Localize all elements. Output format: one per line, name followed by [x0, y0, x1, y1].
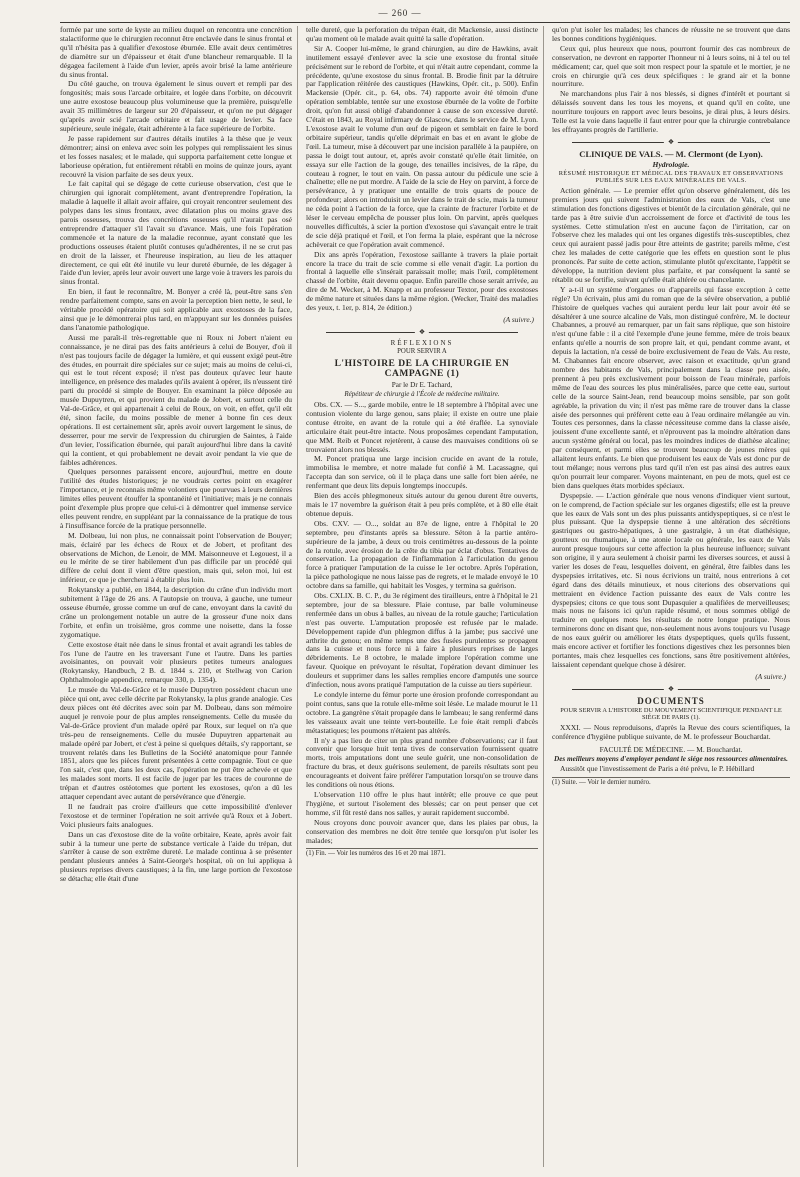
paragraph: qu'on p'ut isoler les malades; les chances de réussite ne se trouvent que dans les bonnes conditions hygiéniques. [552, 26, 790, 43]
clinique-subtitle: Hydrologie. [652, 159, 690, 169]
column-2 [306, 26, 544, 1167]
paragraph: En bien, il faut le reconnaître, M. Bonyer a créé là, peut-être sans s'en rendre parfaitement compte, sans en avoir la perception bien nette, le seul, le véritable procédé opératoire qui soit applicable aux exostoses de la face, ainsi que je le démontrerai plus tard, en m'appuyant sur les données puisées dans l'anatomie pathologique. [60, 287, 292, 332]
page-number: — 260 — [378, 8, 422, 18]
section-subkicker: POUR SERVIR A [397, 348, 447, 355]
paragraph: L'observation 110 offre le plus haut intérêt; elle prouve ce que peut l'hygiène, et surtout l'isolement des blessés; car on peut penser que cet homme, s'il fût resté dans nos salles, y aurait rapidement succombé. [306, 789, 538, 817]
to-be-continued: (A suivre.) [503, 315, 534, 324]
section-divider [572, 138, 770, 146]
byline-affiliation: Répétiteur de chirurgie à l'École de médecine militaire. [344, 390, 500, 398]
paragraph: Du côté gauche, on trouva également le sinus ouvert et rempli par des fongosités; mais sous l'arcade orbitaire, et logée dans l'orbite, on découvrit une autre exostose beaucoup plus volumineuse que la première, puisqu'elle avait 35 millimètres de largeur sur 20 d'épaisseur, et qu'on ne put dégager qu'après avoir scié l'arcade orbitaire et fait usage de levier. Sa face supérieure, seule inégale, était adhérente à la face supérieure de l'orbite. [60, 79, 292, 133]
paragraph: Ceux qui, plus heureux que nous, pourront fournir des cas nombreux de conservation, ne devront en rapporter l'honneur ni à leurs soins, ni à tel ou tel médicament; car, quel que soit mon respect pour la spatule et le mortier, je ne crois en chirurgie qu'à ces deux spécifiques : le grand air et la bonne nourriture. [552, 43, 790, 89]
paragraph: M. Dolbeau, lui non plus, ne connaissait point l'observation de Bouyer; mais, éclairé par les échecs de Roux et de Jobert, et profitant des observations de Michon, de Lenoir, de MM. Maisonneuve et Legouest, il a eu le mérite de se tirer habilement d'un pas difficile par un procédé qui diffère de celui dont il vient d'être question, mais qui, selon moi, lui est inférieur, ce que je chercherai à établir plus loin. [60, 530, 292, 585]
paragraph: Y a-t-il un système d'organes ou d'appareils qui fasse exception à cette règle? Un écrivain, plus ami du roman que de la sévère observation, a publié l'histoire de quelques vaches qui auraient perdu leur lait pour avoir été se désaltérer à une source alcaline de Vals, mon distingué confrère, M. le docteur Chabannes, a prouvé au remarquer, par un fait sans réplique, que son histoire n'est qu'une fable : il a cité l'exemple d'une jeune femme, mère de trois beaux enfants qu'elle a nourris de son propre lait, et qui, pendant comme avant, et depuis la lactation, n'a cessé de boire exclusivement de l'eau de Vals. Au reste, M. Chabannes fait encore observer, avec raison et exactitude, qu'un grand nombre des habitants de Vals, principalement dans la classe peu aisée, prennent à peu près exclusivement pour boisson de l'eau minérale, parfois même de l'eau des sources les plus minéralisées, parce que cette eau, surtout celle de la source Saint-Jean, rend beaucoup moins sensible, par son goût agréable, la privation du vin; il n'est pas même rare de trouver dans la classe aisée des personnes qui préfèrent cette eau à l'eau ordinaire mélangée au vin. Toutes ces personnes, dans la classe nécessiteuse comme dans la classe aisée, jouissent d'une excellente santé, et n'éprouvent pas la moindre altération dans aucun système général ou local, pas les moindres indices de diathèse alcaline; par conséquent, et parmi elles se trouvent beaucoup de jeunes mères qui allaitent leurs enfants. Le bien que produisent les eaux de Vals est donc pur de tout mélange; nous verrons plus tard qu'il n'en est pas ainsi des autres eaux qu'on pourrait leur comparer. Voyons maintenant, en peu de mots, quel est ce bien dans quelques états morbides spéciaux. [552, 284, 790, 490]
paragraph: Dyspepsie. — L'action générale que nous venons d'indiquer vient surtout, on le comprend, de l'action spéciale sur les organes digestifs; elle est la preuve que les eaux de Vals sont un des plus puissants antidyspeptiques, si ce n'est le plus puissant. Que la dyspepsie tienne à une altération des sécrétions gastriques ou gastro-hépatiques, à une gastralgie, à un état diathésique, goutteux ou rhumatique, à une atonie locale ou générale, les eaux de Vals auront presque toujours sur cette affection la plus heureuse influence; suivant son origine, il y aura seulement à choisir parmi les diverses sources, et aussi à varier les doses de l'eau, lesquelles doivent, en général, être faibles dans les dyspepsies irritatives, etc. Si nous écrivions un traité, nous entrerions à cet égard dans des détails minutieux, et nous citerions des observations qui mettraient en évidence l'action puissante des eaux de Vals contre les dyspepsies; citons ce que tous sont Dupasquier a qualifiées de merveilleuses; mais nous ne faisons ici qu'un rapide résumé, et nous sommes obligé de traduire en quelques mots les résultats de notre longue pratique. Nous terminerons donc en disant que, non-seulement nous avons toujours vu l'usage de nos eaux guérir ou améliorer les états dyspeptiques, quels qu'ils fussent, mais encore activer et fortifier les fonctions digestives chez les personnes bien portantes, mais chez lesquelles ces fonctions, sans être positivement altérées, laissaient cependant quelque chose à désirer. [552, 490, 790, 669]
section-kicker: RÉFLEXIONS [390, 339, 454, 347]
top-rule [60, 22, 790, 23]
ornament-icon: ❖ [664, 685, 678, 693]
article-title: L'HISTOIRE DE LA CHIRURGIE EN CAMPAGNE (1) [334, 359, 510, 379]
paragraph: Obs. CX. — S..., garde mobile, entre le 18 septembre à l'hôpital avec une contusion violente du large genou, sans plaie; il existe en outre une plaie contuse étroite, en avant de la rotule qui a été éraflée. La synoviale articulaire était peut-être intacte. Nous proposâmes cependant l'amputation, que MM. Reib et Poncet rejetèrent, à cause des mauvaises conditions où se trouvaient alors nos blessés. [306, 400, 538, 454]
paragraph: Aussitôt que l'investissement de Paris a été prévu, le P. Hébillard [560, 763, 755, 773]
byline: Par le Dr E. Tachard, [391, 381, 453, 389]
paragraph: Obs. CXV. — O..., soldat au 87e de ligne, entre à l'hôpital le 20 septembre, peu d'instants après sa blessure. Séton à la partie antéro-supérieure de la jambe, à deux ou trois centimètres au-dessous de la pointe de la rotule, avec érosion de la crête du tibia par éclat d'obus. Tentatives de conservation. La propagation de l'inflammation à l'articulation du genou force à pratiquer l'amputation de la cuisse le 1er octobre. Après l'opération, la pièce pathologique ne nous laisse pas de regrets, et le malade envoyé le 10 octobre dans sa famille, qui habitait les Vosges, y termina sa guérison. [306, 518, 538, 591]
columns [60, 26, 790, 1167]
paragraph: Le fait capital qui se dégage de cette curieuse observation, c'est que le chirurgien qui ignorait complètement, avant d'entreprendre l'opération, la maladie à laquelle il allait avoir affaire, qui croyait rencontrer seulement des polypes dans les sinus frontaux, avec dilatation plus ou moins grave des parois osseuses, trouva des concrétions osseuses qu'il n'aurait pas osé entreprendre d'attaquer s'il l'avait su d'avance. Mais, une fois l'opération commencée et la nature de la maladie reconnue, ayant constaté que les productions osseuses étaient plutôt contuses qu'adhérentes, il ne se crut pas en droit de la laisser, et l'heureuse inspiration, au lieu de les attaquer directement, ce qui eût été inutile vu leur dureté éburnée, de les dégager à l'aide d'un levier, après leur avoir ouvert une large voie à travers les parois du sinus frontal. [60, 179, 292, 287]
paragraph: Rokytansky a publié, en 1844, la description du crâne d'un individu mort subitement à l'âge de 26 ans. A l'autopsie on trouva, à gauche, une tumeur osseuse éburnée, grosse comme un œuf de cane, envoyant dans la cavité du crâne un prolongement notable un autre de la grosseur d'une noix dans l'orbite, et enfin un troisième, gros comme une noisette, dans la fosse zygomatique. [60, 585, 292, 639]
paragraph: Il n'y a pas lieu de citer un plus grand nombre d'observations; car il faut convenir que lorsque huit tenta tives de conservation fournissent quatre morts, trois amputations dont une seule guérit, une non-consolidation de fracture du bras, et deux guérisons seulement, de pareils résultats sont peu encourageants et doivent faire préférer l'amputation lorsqu'on se trouve dans les conditions où nous étions. [306, 735, 538, 790]
paragraph: Il ne faudrait pas croire d'ailleurs que cette impossibilité d'enlever l'exostose et de terminer l'opération ne soit arrivée qu'à Roux et à Jobert. Voici plusieurs faits analogues. [60, 801, 292, 829]
paragraph: Je passe rapidement sur d'autres détails inutiles à la thèse que je veux démontrer; ainsi on enleva avec soin les polypes qui remplissaient les sinus et les fosses nasales; et le malade, qui supporta parfaitement cette longue et laborieuse opération, fut entièrement rétabli en moins de quinze jours, ayant recouvré la vision parfaite de ses deux yeux. [60, 133, 292, 179]
paragraph: formée par une sorte de kyste au milieu duquel on rencontra une concrétion stalactiforme que le chirurgien reconnut être enclavée dans le sinus frontal et qu'il n'hésita pas à qualifier d'exostose éburnée. Elle avait deux centimètres de diamètre sur un d'épaisseur et était d'une blancheur remarquable. Il la dégagea facilement à l'aide d'un levier, après avoir brisé la lame antérieure du sinus frontal. [60, 26, 292, 79]
paragraph: Ne marchandons plus l'air à nos blessés, si dignes d'intérêt et pourtant si délaissés souvent dans les tous les moyens, et quand qu'il en coûte, une nourriture toujours en rapport avec leurs besoins, je dirai plus, à leurs désirs. Telle est la voie dans laquelle il faut entrer pour que la chirurgie contrebalance les effrayants progrès de l'artillerie. [552, 89, 790, 134]
footnote: (1) Suite. — Voir le dernier numéro. [552, 777, 790, 787]
column-3 [552, 26, 790, 1167]
paragraph: Le condyle interne du fémur porte une érosion profonde correspondant au point contus, sans que la rotule elle-même soit lésée. Le malade mourut le 11 octobre. La gangrène s'était propagée dans le lambeau; le sang renfermé dans les vaisseaux avait une teinte vert-bouteille. Le foie était rempli d'abcès métastatiques; les poumons n'étaient pas altérés. [306, 690, 538, 735]
paragraph: Action générale. — Le premier effet qu'on observe généralement, dès les premiers jours qui suivent l'administration des eaux de Vals, c'est une stimulation des fonctions digestives et bientôt de la circulation générale, qui ne tarde pas à être suivie d'un accroissement de force et d'activité de tous les systèmes. Cette stimulation n'est en aucune façon de l'irritation, car on l'observe chez les malades qui ont les organes digestifs très-susceptibles, chez ceux qui auraient passé jadis pour être atteints de gastrite; pareils même, c'est chez les malades de cette catégorie que les effets en question sont le plus prononcés. Par suite de cette action, stimulante plutôt qu'excitante, l'appétit se développe, la nutrition devient plus parfaite, et par conséquent la santé se rétablit ou se fortifie, suivant qu'elle était altérée ou chancelante. [552, 185, 790, 284]
paragraph: Dans un cas d'exostose dite de la voûte orbitaire, Keate, après avoir fait subir à la tumeur une perte de substance verticale à l'aide du trépan, dut s'arrêter à cause de son extrême dureté. Le malade continua à se présenter pendant plusieurs années à Saint-George's hospital, où on lui appliqua à plusieurs reprises divers caustiques; à la fin, une large portion de l'exostose se détacha; elle était d'une [60, 829, 292, 884]
paragraph: Cette exostose était née dans le sinus frontal et avait agrandi les tables de l'os l'une de l'autre en les traversant l'une et l'autre. Dans les parties avoisinantes, on pouvait voir plusieurs petites tumeurs analogues (Rokytansky, Handbuch, 2 B. d. 1844 s. 210, et Stellwag von Carion Ophthalmologie appendice, remarque 330, p. 1354). [60, 639, 292, 685]
footnote: (1) Fin. — Voir les numéros des 16 et 20 mai 1871. [306, 848, 538, 858]
paragraph: M. Poncet pratiqua une large incision crucide en avant de la rotule, immobilisa le membre, et notre malade fut confié à M. Lacassagne, qui l'accepta dan son service, où il le plaça dans une salle fort bien aérée, ne renfermant que deux lits depuis longtemps inoccupés. [306, 454, 538, 491]
paragraph: Sir A. Cooper lui-même, le grand chirurgien, au dire de Hawkins, avait inutilement essayé d'enlever avec la scie une exostose du frontal située précisément sur le rebord de l'orbite, et qui n'était autre cependant, comme la précédente, qu'une exostose du sinus frontal. B. Brodie finit par la détruire par l'application réitérée des caustiques (Hawkins, Opér. cit., p. 500). Enfin Mackensie (Opér. cit., p. 64, obs. 74) rapporte avoir été témoin d'une opération semblable, tentée sur une exostose éburnée de la voûte de l'orbite droit, qu'on fut aussi obligé d'abandonner à cause de son excessive dureté. C'était en 1843, au Royal infirmary de Glascow, dans le service de M. Lyon. L'exostose avait le volume d'un œuf de pigeon et semblait en faire le bord orbitaire supérieur, tandis qu'elle déprimait en bas et en avant le globe de l'œil. La tumeur, mise à découvert par une incision parallèle à la paupière, on passa le doigt tout autour, et, après avoir constaté qu'elle était limitée, on essaya sur elle l'action de la gouge, des tenailles incisives, de la râpe, du couteau à rogner, le tout en vain. On passa autour du pédicule une scie à chaînette; elle ne put mordre. A l'aide de la scie de Hey on parvint, à force de persévérance, à y pratiquer une entaille de trois quarts de pouce de profondeur; alors on introduisit un levier dans le trait de scie, mais la tumeur ne céda point à l'action de la force, que la crainte de fracturer l'orbite et de léser le cerveau empêcha de pousser plus loin. On parvint, après quelques nouvelles difficultés, à scier la portion d'exostose qui s'avançait entre le trait de scie déjà pratiqué et l'œil, et l'on ferma la plaie, espérant que la nécrose achèverait ce que l'opération avait commencé. [306, 43, 538, 249]
section-divider [572, 685, 770, 693]
lecture-title: Des meilleurs moyens d'employer pendant le siége nos ressources alimentaires. [554, 754, 788, 763]
documents-subtitle: POUR SERVIR A L'HISTOIRE DU MOUVEMENT SCIENTIFIQUE PENDANT LE SIÉGE DE PARIS (1). [560, 706, 782, 721]
ornament-icon: ❖ [664, 138, 678, 146]
documents-title: DOCUMENTS [637, 695, 705, 706]
paragraph: Nous croyons donc pouvoir avancer que, dans les plaies par obus, la conservation des membres ne doit être tentée que lorsqu'on p'ut isoler les malades; [306, 817, 538, 845]
clinique-title: CLINIQUE DE VALS. — M. Clermont (de Lyon). [579, 148, 763, 159]
paragraph: Bien des accès phlegmoneux situés autour du genou durent être ouverts, mais le 17 novembre la guérison était à peu près complète, et à 80 elle était obtenue depuis. [306, 491, 538, 518]
to-be-continued: (A suivre.) [755, 671, 786, 681]
paragraph: Dix ans après l'opération, l'exostose saillante à travers la plaie portait encore la trace du trait de scie comme si elle venait d'agir. La portion du frontal à laquelle elle s'insérait paraissait molle; mais l'œil, complètement chassé de l'orbite, était devenu opaque. Enfin pareille chose serait arrivée, au dire de M. Wecker, à M. Knapp et au professeur Textor, pour des exostoses de même nature et situées dans la même région. (Wecker, Traité des maladies des yeux, t. 1er, p. 814, 2e édition.) [306, 249, 538, 313]
section-divider [326, 328, 518, 336]
faculty-heading: FACULTÉ DE MÉDECINE. — M. Bouchardat. [599, 744, 743, 754]
paragraph: Quelques personnes paraissent encore, aujourd'hui, mettre en doute l'utilité des études historiques; je ne voudrais certes point en exagérer l'importance, et je reconnais même volontiers que pourvues à leurs dernières limites elles peuvent étouffer la spontanéité et l'initiative; mais je ne connais point d'exemple plus propre que celui-ci à démontrer quel immense service elles peuvent rendre, en suppléant par la connaissance de la pratique de tous à l'insuffisance forcée de la pratique personnelle. [60, 467, 292, 530]
ornament-icon: ❖ [415, 328, 429, 336]
paragraph: XXXI. — Nous reproduisons, d'après la Revue des cours scientifiques, la conférence d'hygiène publique suivante, de M. le professeur Bouchardat. [552, 722, 790, 741]
paragraph: Obs. CXLIX. B. C. P., du 3e régiment des tirailleurs, entre à l'hôpital le 21 septembre, jour de sa blessure. Plaie contuse, par balle volumineuse renfermée dans un obus à balles, au niveau de la rotule gauche; l'articulation n'est pas ouverte. L'amputation proposée est refusée par le malade. Développement rapide d'un phlegmon diffus à la jambe; pus saccivé une arthrite du genou; en même temps une des fusées purulentes se propagent dans la cuisse et nous force ni à faire à plusieurs reprises de larges débridements. Le 8 octobre, le malade implore l'opération comme une faveur. Quoique en prévoyant le résultat, l'opération devant diminuer les douleurs et supprimer dans les salles remplies encore d'amputés une source d'infection, nous avons pratiqué l'amputation de la cuisse au tiers supérieur. [306, 591, 538, 690]
paragraph: Le musée du Val-de-Grâce et le musée Dupuytren possèdent chacun une pièce qui ont, avec celle décrite par Rokytansky, la plus grande analogie. Ces deux pièces ont été décrites avec soin par M. Dolbeau, dans son mémoire auquel je renvoie pour de plus amples renseignements. Celle du musée du Val-de-Grâce provient d'un malade opéré par Roux, sur lequel on n'a que très-peu de renseignements. Celle du musée Dupuytren appartenait au malade opéré par Jobert, et c'est à peine si quelques détails, s'y rapportant, se trouvent relatés dans les Bulletins de la Société anatomique pour l'année 1851, alors que les pièces furent présentées à cette compagnie. Tout ce que l'on sait, c'est que, dans les deux cas, l'opération ne put être achevée et que les malades sont morts. Il est facile de juger par les traces de couronne de trépan et d'autres ostéotomes que portent les exostoses, qu'on a dû les attaquer cependant avec autant de persévérance que d'énergie. [60, 685, 292, 802]
paragraph: Aussi me paraît-il très-regrettable que ni Roux ni Jobert n'aient eu connaissance, je ne dirai pas des faits antérieurs à celui de Bouyer, d'où il n'est pas toujours facile de dégager la lumière, et qui eussent exigé peut-être des études, en pourrait dire spéciales sur ce sujet; mais au moins de celui-ci, qui est le tout récent exposé; il n'est pas douteux qu'avec leur haute intelligence, en présence des malades qu'ils avaient à opérer, ils n'eussent tiré parti du procédé si simple de Bouyer. En examinant la pièce déposée au musée Dupuytren, et qui provient du malade de Jobert, et surtout celle du Val-de-Grâce, et qui appartenait à celui de Roux, on voit, en effet, qu'il eût été, sinon facile, du moins possible de mener à bonne fin ces deux opérations. Il est certainement sûr, après avoir ouvert largement le sinus, de desserrer, pour me servir de l'expression du chirurgien de Saintes, à l'aide d'un levier, l'ossification éburnée, qui paraît aujourd'hui libre dans la cavité qui la contient, et qui probablement ne devait avoir pendant la vie que de faibles adhérences. [60, 332, 292, 467]
column-1 [60, 26, 298, 1167]
paragraph: telle dureté, que la perforation du trépan était, dit Mackensie, aussi distincte qu'au moment où le malade avait quitté la salle d'opération. [306, 26, 538, 43]
clinique-summary-heading: RÉSUMÉ HISTORIQUE ET MÉDICAL DES TRAVAUX ET OBSERVATIONS PUBLIÉS SUR LES EAUX MINÉRALES DE VALS. [558, 169, 784, 184]
